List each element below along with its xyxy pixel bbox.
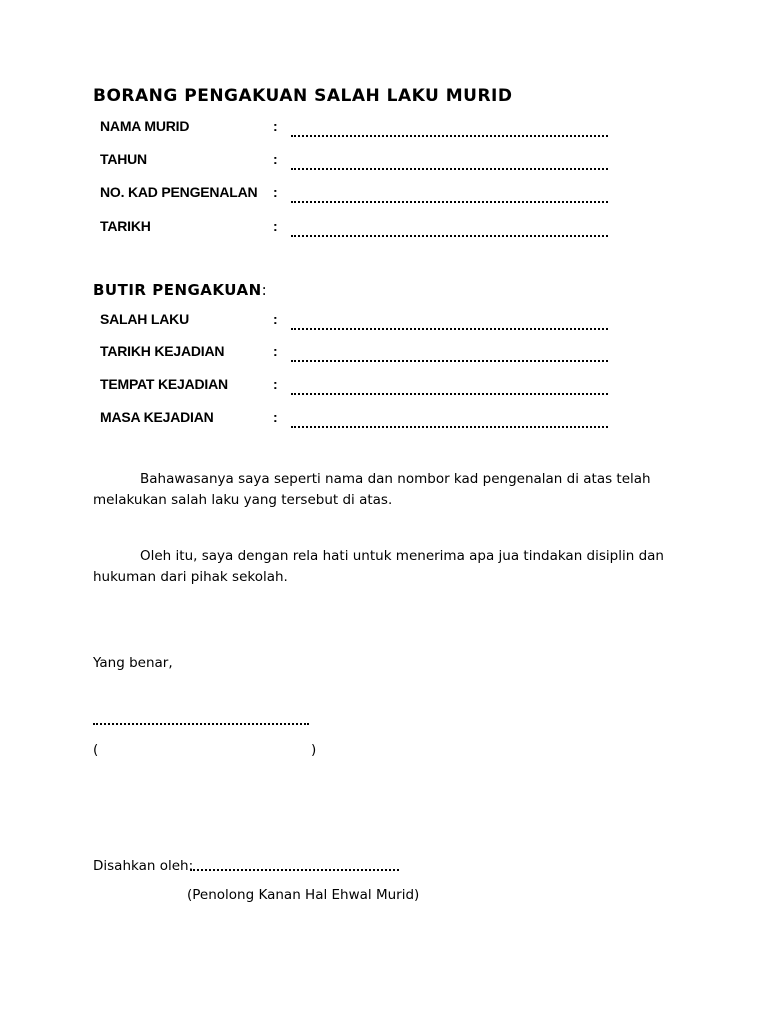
field-colon: :: [273, 118, 278, 134]
fill-line[interactable]: [291, 314, 608, 330]
name-paren-open: (: [93, 742, 99, 758]
paragraph-line: Oleh itu, saya dengan rela hati untuk menerima apa jua tindakan disiplin dan: [140, 548, 664, 564]
field-colon: :: [273, 218, 278, 234]
field-year: [100, 151, 620, 173]
paragraph-acceptance: [93, 546, 664, 588]
paragraph-line: melakukan salah laku yang tersebut di atas.: [93, 492, 393, 508]
form-title: BORANG PENGAKUAN SALAH LAKU MURID: [93, 86, 513, 106]
field-label: SALAH LAKU: [100, 311, 189, 327]
field-label: TARIKH KEJADIAN: [100, 343, 225, 359]
field-colon: :: [273, 311, 278, 327]
fill-line[interactable]: [291, 154, 608, 170]
field-colon: :: [273, 409, 278, 425]
approver-signature-line[interactable]: [190, 860, 399, 871]
approver-title: (Penolong Kanan Hal Ehwal Murid): [187, 887, 420, 903]
fill-line[interactable]: [291, 346, 608, 362]
field-label: TAHUN: [100, 151, 147, 167]
paragraph-declaration: [93, 469, 651, 511]
field-student-name: [100, 118, 620, 140]
name-paren-close: ): [311, 742, 317, 758]
closing-text: Yang benar,: [93, 655, 173, 671]
field-date: [100, 218, 620, 240]
field-label: NAMA MURID: [100, 118, 190, 134]
field-label: TEMPAT KEJADIAN: [100, 376, 228, 392]
field-label: TARIKH: [100, 218, 151, 234]
field-colon: :: [273, 184, 278, 200]
fill-line[interactable]: [291, 412, 608, 428]
section-heading-colon: :: [261, 281, 268, 299]
field-colon: :: [273, 343, 278, 359]
approved-by-label: Disahkan oleh:: [93, 858, 194, 874]
fill-line[interactable]: [291, 187, 608, 203]
field-incident-date: [100, 343, 620, 365]
fill-line[interactable]: [291, 121, 608, 137]
field-colon: :: [273, 376, 278, 392]
paragraph-line: Bahawasanya saya seperti nama dan nombor kad pengenalan di atas telah: [140, 471, 651, 487]
field-label: NO. KAD PENGENALAN: [100, 184, 258, 200]
fill-line[interactable]: [291, 379, 608, 395]
section-heading-text: BUTIR PENGAKUAN: [93, 281, 262, 299]
signature-line[interactable]: [93, 715, 309, 725]
field-label: MASA KEJADIAN: [100, 409, 214, 425]
field-incident-place: [100, 376, 620, 398]
fill-line[interactable]: [291, 221, 608, 237]
field-incident-time: [100, 409, 620, 431]
field-misconduct: [100, 311, 620, 333]
field-ic-number: [100, 184, 620, 206]
field-colon: :: [273, 151, 278, 167]
section-heading: [93, 281, 267, 299]
paragraph-line: hukuman dari pihak sekolah.: [93, 569, 288, 585]
